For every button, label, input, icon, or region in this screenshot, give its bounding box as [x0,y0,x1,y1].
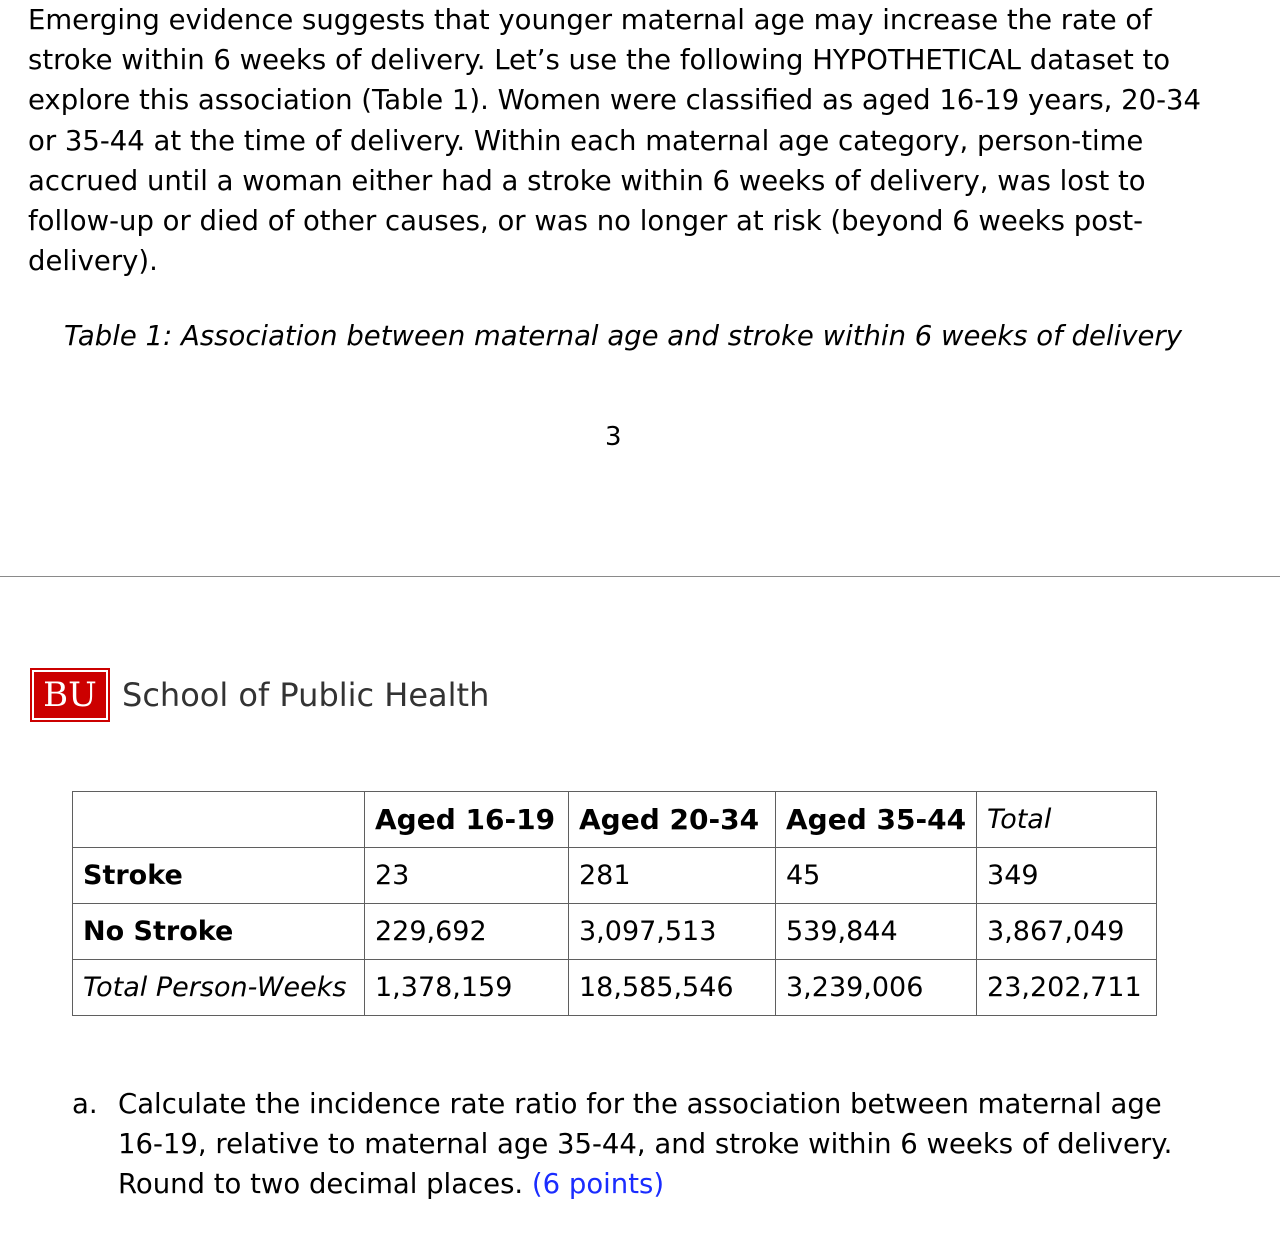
table-cell: 3,097,513 [569,904,776,960]
header-aged-20-34: Aged 20-34 [569,792,776,848]
table-header-row [73,792,1157,848]
header-aged-35-44: Aged 35-44 [776,792,977,848]
header-empty-cell [73,792,365,848]
row-label: Total Person-Weeks [73,960,365,1016]
table-cell: 23,202,711 [977,960,1157,1016]
intro-paragraph: Emerging evidence suggests that younger maternal age may increase the rate of stroke within 6 weeks of delivery. Let’s use the following HYPOTHETICAL dataset to explore this association (Table 1). Women were classified as aged 16-19 years, 20-34 or 35-44 at the time of delivery. Within each maternal age category, person-time accrued until a woman either had a stroke within 6 weeks of delivery, was lost to follow-up or died of other causes, or was no longer at risk (beyond 6 weeks post-delivery). [28,4,1202,278]
page-number: 3 [605,422,622,452]
header-total: Total [977,792,1157,848]
table-row-stroke [73,848,1157,904]
question-points: (6 points) [531,1168,665,1200]
table-cell: 281 [569,848,776,904]
question-a [72,1084,1212,1204]
table-cell: 539,844 [776,904,977,960]
header-aged-16-19: Aged 16-19 [365,792,569,848]
table-cell: 349 [977,848,1157,904]
question-text: Calculate the incidence rate ratio for the association between maternal age 16-19, relative to maternal age 35-44, and stroke within 6 weeks of delivery. Round to two decimal places. [118,1088,1173,1200]
row-label: No Stroke [73,904,365,960]
table-caption: Table 1: Association between maternal age and stroke within 6 weeks of delivery [64,320,1182,352]
table-cell: 1,378,159 [365,960,569,1016]
bu-logo-mark: BU [30,668,110,722]
table-cell: 18,585,546 [569,960,776,1016]
table-cell: 3,867,049 [977,904,1157,960]
page-break-divider [0,576,1280,577]
stroke-data-table [72,791,1157,1016]
row-label: Stroke [73,848,365,904]
question-marker: a. [72,1088,98,1120]
table-cell: 23 [365,848,569,904]
bu-sph-logo [30,666,489,724]
table-row-no-stroke [73,904,1157,960]
logo-school-name: School of Public Health [122,676,490,714]
table-cell: 45 [776,848,977,904]
table-cell: 229,692 [365,904,569,960]
table-row-person-weeks [73,960,1157,1016]
table-cell: 3,239,006 [776,960,977,1016]
